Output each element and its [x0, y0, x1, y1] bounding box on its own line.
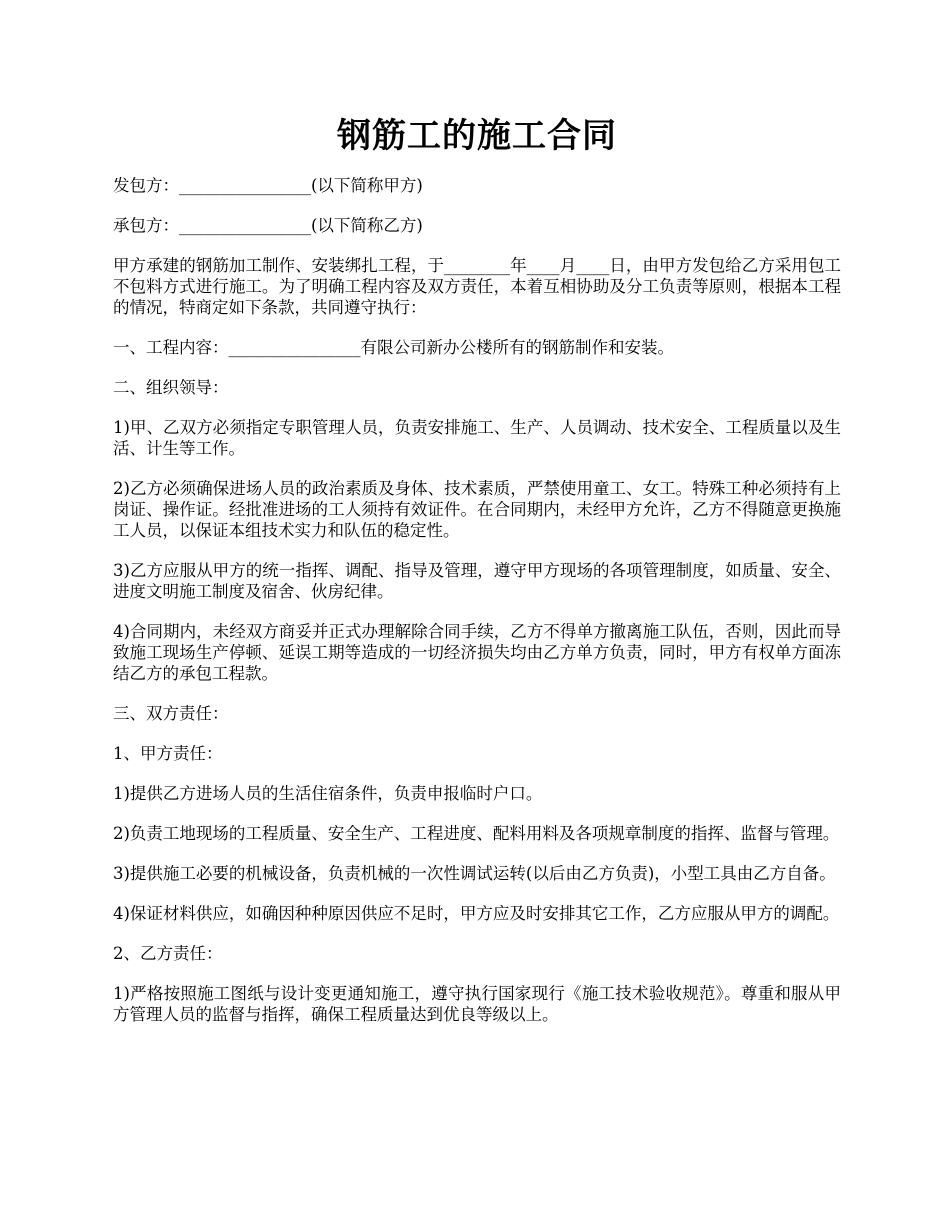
- party-a-line: 发包方：________________(以下简称甲方): [113, 176, 423, 195]
- party-b-line: 承包方：________________(以下简称乙方): [113, 216, 423, 235]
- party-b-duties-heading: 2、乙方责任：: [113, 944, 223, 963]
- party-a-duty-3: 3)提供施工必要的机械设备，负责机械的一次性调试运转(以后由乙方负责)，小型工具由乙方自备。: [113, 864, 836, 883]
- section-3-heading: 三、双方责任：: [113, 704, 229, 723]
- preamble-paragraph: 甲方承建的钢筋加工制作、安装绑扎工程，于________年____月____日，由甲方发包给乙方采用包工不包料方式进行施工。为了明确工程内容及双方责任，本着互相协助及分工负责等原则，根据本工程的情况，特商定如下条款，共同遵守执行：: [113, 256, 841, 317]
- section-2-item-1: 1)甲、乙双方必须指定专职管理人员，负责安排施工、生产、人员调动、技术安全、工程质量以及生活、计生等工作。: [113, 418, 841, 458]
- section-1-project-content: 一、工程内容：________________有限公司新办公楼所有的钢筋制作和安装。: [113, 338, 674, 357]
- party-a-duties-heading: 1、甲方责任：: [113, 744, 223, 763]
- section-2-item-4: 4)合同期内，未经双方商妥并正式办理解除合同手续，乙方不得单方撤离施工队伍，否则，因此而导致施工现场生产停顿、延误工期等造成的一切经济损失均由乙方单方负责，同时，甲方有权单方面冻结乙方的承包工程款。: [113, 622, 841, 683]
- document-title: 钢筋工的施工合同: [337, 116, 617, 156]
- party-a-duty-1: 1)提供乙方进场人员的生活住宿条件，负责申报临时户口。: [113, 784, 543, 803]
- section-2-item-3: 3)乙方应服从甲方的统一指挥、调配、指导及管理，遵守甲方现场的各项管理制度，如质量、安全、进度文明施工制度及宿舍、伙房纪律。: [113, 561, 841, 601]
- party-b-duty-1: 1)严格按照施工图纸与设计变更通知施工，遵守执行国家现行《施工技术验收规范》。尊重和服从甲方管理人员的监督与指挥，确保工程质量达到优良等级以上。: [113, 984, 841, 1024]
- party-a-duty-2: 2)负责工地现场的工程质量、安全生产、工程进度、配料用料及各项规章制度的指挥、监督与管理。: [113, 824, 840, 843]
- party-a-duty-4: 4)保证材料供应，如确因种种原因供应不足时，甲方应及时安排其它工作，乙方应服从甲方的调配。: [113, 904, 840, 923]
- section-2-heading: 二、组织领导：: [113, 378, 229, 397]
- section-2-item-2: 2)乙方必须确保进场人员的政治素质及身体、技术素质，严禁使用童工、女工。特殊工种必须持有上岗证、操作证。经批准进场的工人须持有效证件。在合同期内，未经甲方允许，乙方不得随意更换施工人员，以保证本组技术实力和队伍的稳定性。: [113, 479, 841, 540]
- document-page: [113, 110, 841, 1044]
